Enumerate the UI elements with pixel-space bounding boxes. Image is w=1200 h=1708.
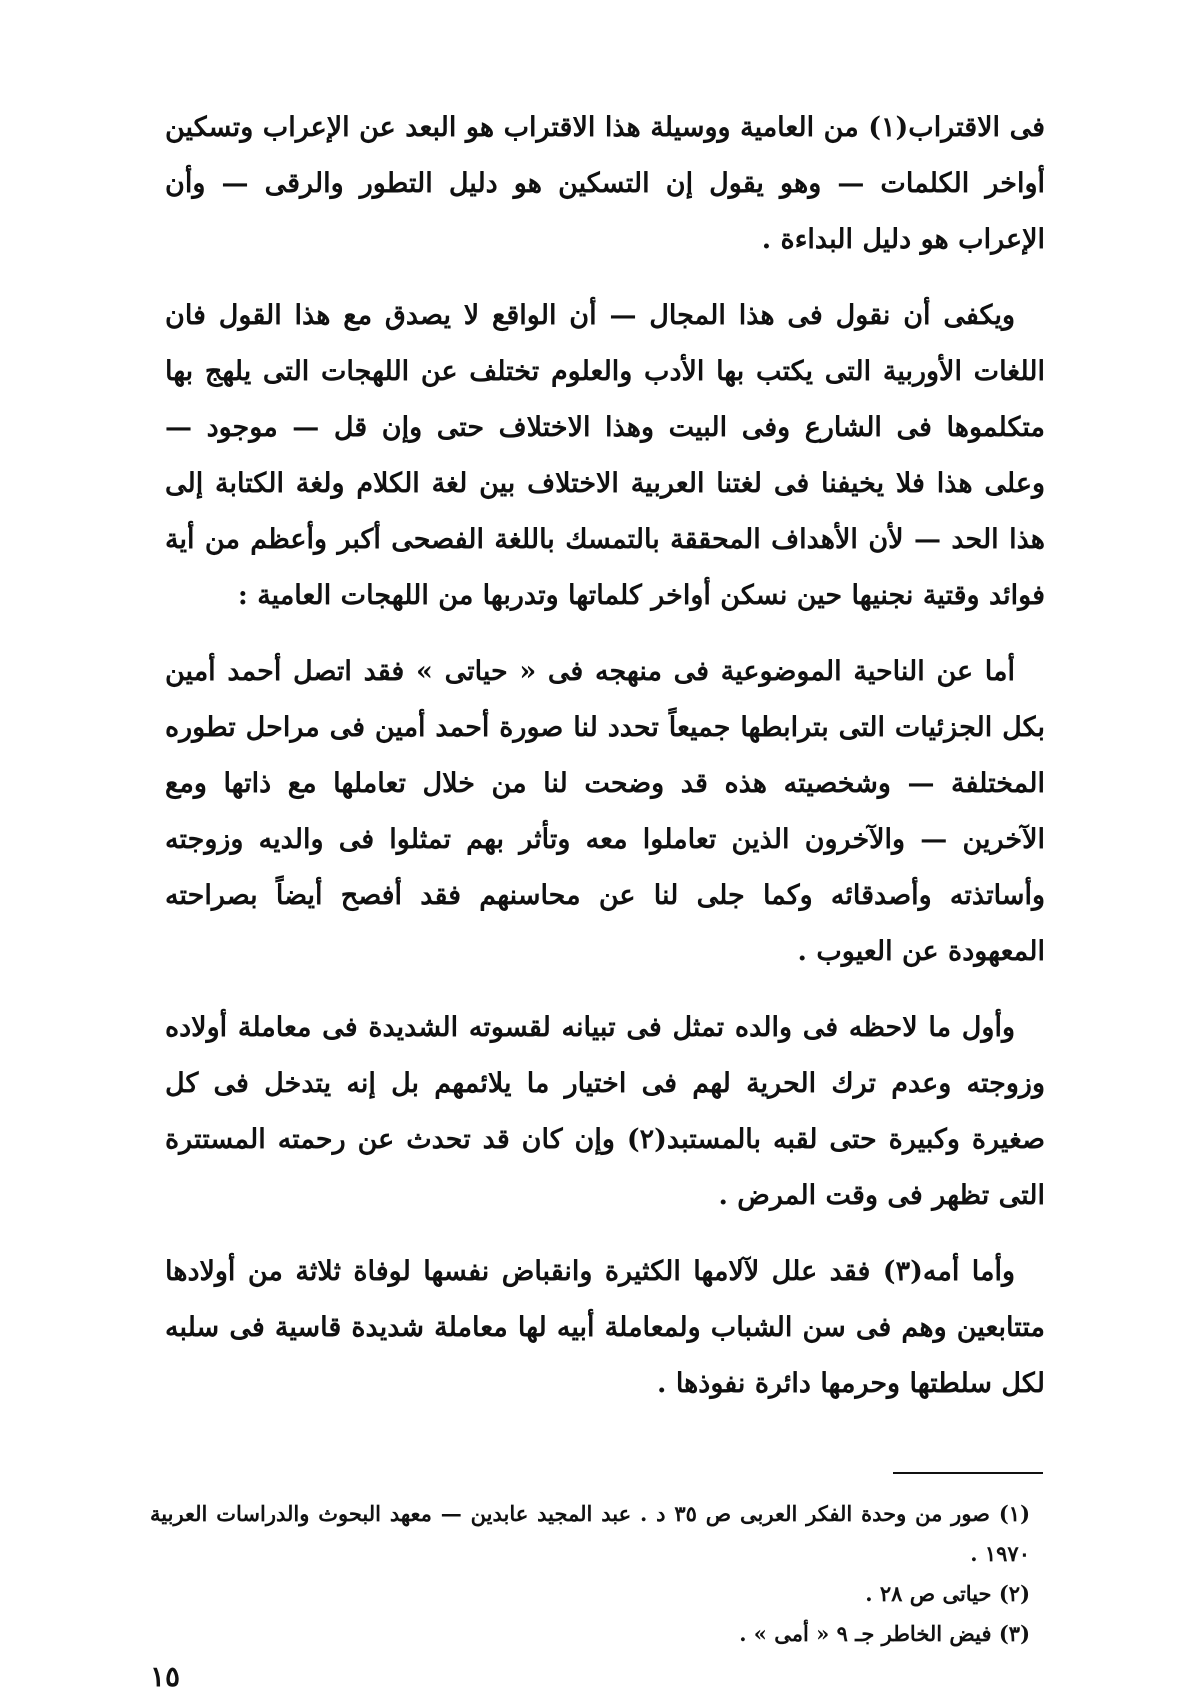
footnote-3: (٣) فيض الخاطر جـ ٩ « أمى » . [739,1621,1030,1646]
paragraph-4: وأول ما لاحظه فى والده تمثل فى تبيانه لقسوته الشديدة فى معاملة أولاده وزوجته وعدم ترك الحرية لهم فى اختيار ما يلائمهم بل إنه يتدخل فى كل صغيرة وكبيرة حتى لقبه بالمستبد(٢) وإن كان قد تحدث عن رحمته المستترة التى تظهر فى وقت المرض . [165,1012,1045,1211]
paragraph-2: ويكفى أن نقول فى هذا المجال — أن الواقع لا يصدق مع هذا القول فان اللغات الأوربية التى يكتب بها الأدب والعلوم تختلف عن اللهجات التى يلهج بها متكلموها فى الشارع وفى البيت وهذا الاختلاف حتى وإن قل — موجود — وعلى هذا فلا يخيفنا فى لغتنا العربية الاختلاف بين لغة الكلام ولغة الكتابة إلى هذا الحد — لأن الأهداف المحققة بالتمسك باللغة الفصحى أكبر وأعظم من أية فوائد وقتية نجنيها حين نسكن أواخر كلماتها وتدربها من اللهجات العامية : [165,300,1045,611]
footnote-2: (٢) حياتى ص ٢٨ . [865,1581,1030,1606]
paragraph-5: وأما أمه(٣) فقد علل لآلامها الكثيرة وانقباض نفسها لوفاة ثلاثة من أولادها متتابعين وهم فى سن الشباب ولمعاملة أبيه لها معاملة شديدة قاسية فى سلبه لكل سلطتها وحرمها دائرة نفوذها . [165,1256,1045,1399]
main-text [165,100,1045,1432]
paragraph-3: أما عن الناحية الموضوعية فى منهجه فى « حياتى » فقد اتصل أحمد أمين بكل الجزئيات التى بترابطها جميعاً تحدد لنا صورة أحمد أمين فى مراحل تطوره المختلفة — وشخصيته هذه قد وضحت لنا من خلال تعاملها مع ذاتها ومع الآخرين — والآخرون الذين تعاملوا معه وتأثر بهم تمثلوا فى والديه وزوجته وأساتذته وأصدقائه وكما جلى لنا عن محاسنهم فقد أفصح أيضاً بصراحته المعهودة عن العيوب . [165,656,1045,967]
footnotes [150,1494,1030,1654]
paragraph-1: فى الاقتراب(١) من العامية ووسيلة هذا الاقتراب هو البعد عن الإعراب وتسكين أواخر الكلمات — وهو يقول إن التسكين هو دليل التطور والرقى — وأن الإعراب هو دليل البداءة . [165,112,1045,255]
footnote-1: (١) صور من وحدة الفكر العربى ص ٣٥ د . عبد المجيد عابدين — معهد البحوث والدراسات العربية ١٩٧٠ . [150,1501,1031,1566]
page-number: ١٥ [150,1660,181,1693]
footnote-divider [893,1472,1043,1474]
